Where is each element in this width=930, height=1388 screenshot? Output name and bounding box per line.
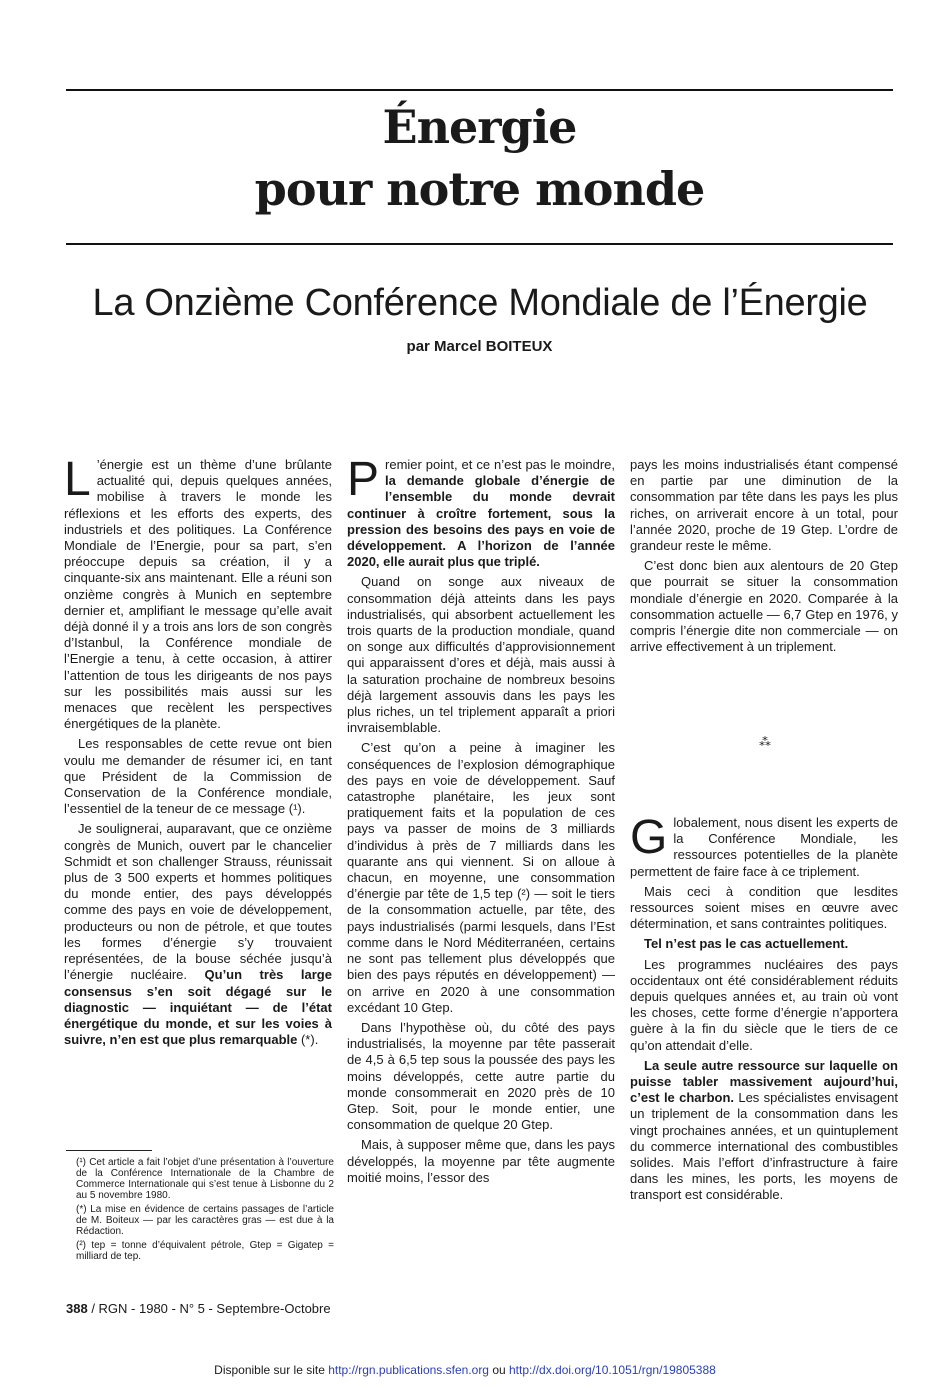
title-bottom-rule [66, 243, 893, 245]
paragraph-text: remier point, et ce n’est pas le moindre, [385, 457, 615, 472]
section-separator-stars: ⁂ [759, 735, 771, 749]
title-line-1: Énergie [382, 100, 577, 154]
paragraph: pays les moins industrialisés étant compensé en partie par une diminution de la consommation par tête dans les pays les plus riches, on arriverait encore à un total, pour l’année 2020, proche de 19 Gtep. L’ordre de grandeur reste le même. [630, 457, 898, 554]
column-1 [64, 453, 332, 1052]
paragraph: C’est qu’on a peine à imaginer les conséquences de l’explosion démographique des pays en voie de développement. Sauf catastrophe planétaire, les jeux sont pratiquement faits et la population de ces pays va passer de moins de 3 milliards d’individus à près de 7 milliards dans les quarante ans qui viennent. Si on alloue à chacun, en moyenne, une consommation d’énergie par tête de 1,5 tep (²) — soit le tiers de la consommation actuelle, par tête, des pays industrialisés (parmi lesquels, dans l’Est comme dans le Nord Méditerranéen, certains ne sont pas tellement plus développés que bien des pays réputés en développement) — on arrive en 2020 à une consommation excédant 10 Gtep. [347, 740, 615, 1015]
column-2 [347, 453, 615, 1190]
paragraph-text: Je soulignerai, auparavant, que ce onzième congrès de Munich, ouvert par le chancelier Schmidt et son challenger Strauss, réunissait plus de 3 500 experts et hommes politiques du monde entier, des pays développés comme des pays en voie de développement, producteurs ou non de pétrole, et que toutes les formes d’énergie s’y trouvaient représentées, de la bouse séchée jusqu’à l’énergie nucléaire. [64, 821, 332, 983]
paragraph-text: ’énergie est un thème d’une brûlante actualité qui, depuis quelques années, mobilise à travers le monde les réflexions et les efforts des experts, des industriels et des politiques. La Conférence Mondiale de l’Energie, pour sa part, s’en préoccupe depuis sa création, il y a cinquante-six ans maintenant. Elle a réuni son onzième congrès à Munich en septembre dernier et, amplifiant le message qu’elle avait déjà donné il y a trois ans lors de son congrès d’Istanbul, la Conférence mondiale de l’Energie a tenu, à cette occasion, à attirer l’attention de tous les dirigeants de nos pays sur les possibilités mais aussi sur les menaces que recèlent les perspectives énergétiques de la planète. [64, 457, 332, 732]
availability-text: Disponible sur le site [214, 1363, 329, 1377]
footnote-1: (¹) Cet article a fait l’objet d’une présentation à l’ouverture de la Conférence Internationale de la Chambre de Commerce Internationale qui s’est tenue à Lisbonne du 2 au 5 novembre 1980. [76, 1157, 334, 1201]
paragraph: Les responsables de cette revue ont bien voulu me demander de résumer ici, en tant que Président de la Commission de Conservation de la Conférence mondiale, l’essentiel de la teneur de ce message (¹). [64, 736, 332, 817]
paragraph: Mais, à supposer même que, dans les pays développés, la moyenne par tête augmente moitié moins, l’essor des [347, 1137, 615, 1185]
paragraph: Mais ceci à condition que lesdites ressources soient mises en œuvre avec détermination, et sans contraintes politiques. [630, 883, 898, 932]
paragraph-text: (*). [297, 1032, 319, 1048]
paragraph: C’est donc bien aux alentours de 20 Gtep que pourrait se situer la consommation mondiale d’énergie en 2020. Comparée à la consommation actuelle — 6,7 Gtep en 1976, y compris l’énergie dite non commerciale — on arrive effectivement à un triplement. [630, 558, 898, 655]
paragraph: Dans l’hypothèse où, du côté des pays industrialisés, la moyenne par tête passerait de 4,5 à 6,5 tep sous la poussée des pays les moins développés, cette autre partie du monde consommerait en 2020 près de 10 Gtep. Soit, pour le monde entier, une consommation de quelque 20 Gtep. [347, 1019, 615, 1133]
journal-reference: / RGN - 1980 - N° 5 - Septembre-Octobre [87, 1301, 331, 1316]
bold-passage: Tel n’est pas le cas actuellement. [644, 936, 849, 952]
paragraph [64, 821, 332, 1048]
drop-cap: L [64, 453, 91, 506]
drop-cap: P [347, 453, 380, 506]
paragraph-text: lobalement, nous disent les experts de la Conférence Mondiale, les ressources potentielles de la planète permettent de faire face à ce triplement. [630, 815, 898, 879]
bold-passage: La seule autre ressource sur laquelle on puisse tabler massivement aujourd’hui, c’est le charbon. [630, 1057, 898, 1106]
paragraph: Quand on songe aux niveaux de consommation déjà atteints dans les pays industrialisés, qui absorbent actuellement les trois quarts de la production mondiale, quand on songe aux difficultés d’approvisionnement qui apparaissent d’ores et déjà, mais aussi à la saturation prochaine de nombreux besoins déjà largement assouvis dans les pays les plus riches, un tel triplement apparaît a priori invraisemblable. [347, 574, 615, 736]
bold-passage: Qu’un très large consensus s’en soit dégagé sur le diagnostic — inquiétant — de l’état énergétique du monde, et sur les voies à suivre, n’en est que plus remarquable [64, 967, 332, 1048]
footnote-emphasis: (*) La mise en évidence de certains passages de l’article de M. Boiteux — par les caractères gras — est due à la Rédaction. [76, 1204, 334, 1237]
bold-passage: la demande globale d’énergie de l’ensemble du monde devrait continuer à croître fortement, sous la pression des besoins des pays en voie de développement. A l’horizon de l’année 2020, elle aurait plus que triplé. [347, 473, 615, 570]
paragraph [347, 453, 615, 570]
byline: par Marcel BOITEUX [406, 338, 553, 355]
paragraph [630, 1058, 898, 1204]
doi-link[interactable]: http://dx.doi.org/10.1051/rgn/19805388 [509, 1363, 716, 1377]
footnote-rule [66, 1150, 152, 1151]
drop-cap: G [630, 811, 668, 864]
page-number: 388 [66, 1301, 88, 1316]
paragraph-text: Les spécialistes envisagent un triplement de la consommation dans les vingt prochaines années, et un quintuplement du commerce international des combustibles solides. Mais l’effort d’infrastructure à faire dans les mines, les ports, les moyens de transport est considérable. [630, 1090, 899, 1203]
paragraph [630, 936, 898, 952]
paragraph [630, 811, 898, 880]
publication-link[interactable]: http://rgn.publications.sfen.org [328, 1363, 489, 1377]
footnote-2: (²) tep = tonne d’équivalent pétrole, Gtep = Gigatep = milliard de tep. [76, 1240, 334, 1262]
footnotes [66, 1157, 334, 1265]
paragraph [64, 453, 332, 732]
paragraph: Les programmes nucléaires des pays occidentaux ont été considérablement réduits depuis quelques années et, au train où vont les choses, cette forme d’énergie n’apportera guère à la fin du siècle que le tiers de ce qu’on attendait d’elle. [630, 956, 898, 1053]
availability-mid: ou [488, 1363, 509, 1377]
availability-notice [0, 1363, 930, 1377]
article-subtitle: La Onzième Conférence Mondiale de l’Énergie [92, 282, 868, 324]
top-rule [66, 89, 893, 91]
column-3 [630, 457, 898, 659]
title-line-2: pour notre monde [254, 162, 705, 216]
page-footer [66, 1301, 331, 1316]
column-3-continued [630, 811, 899, 1208]
